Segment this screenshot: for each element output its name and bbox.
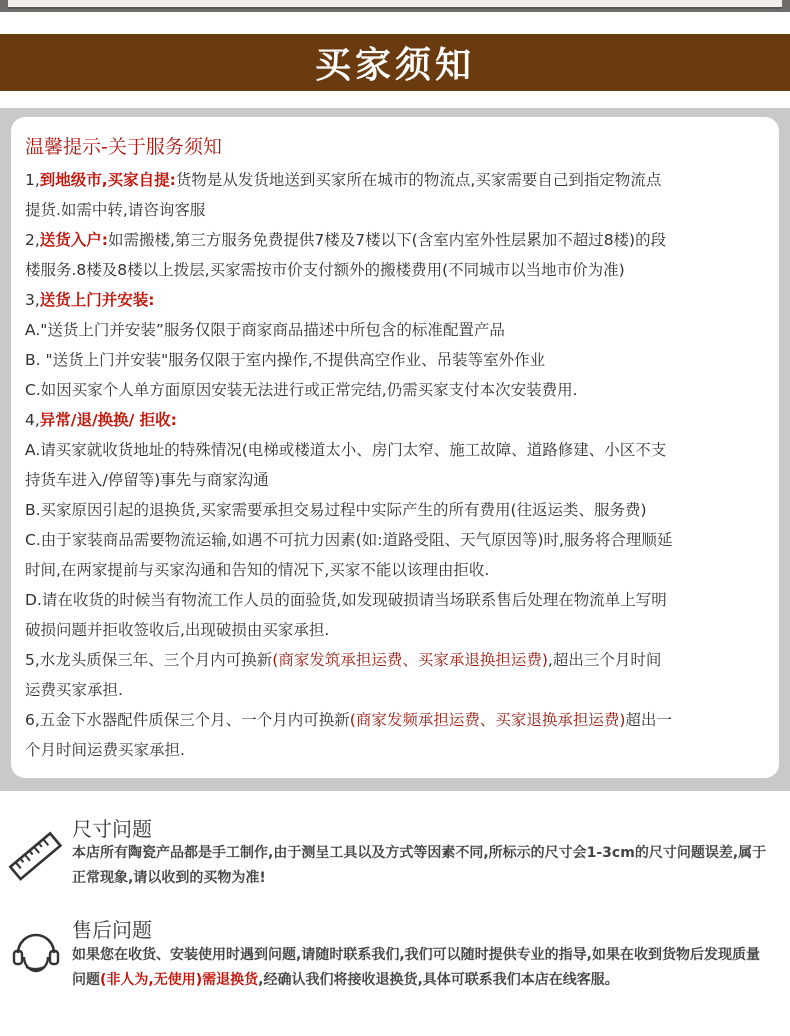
service-text-a: 如果您在收货、安装使用时遇到问题,请随时联系我们,我们可以随时提供专业的指导,如果在收到货物后发现质量问题 xyxy=(72,947,760,988)
notice-line-5-c: ,超出三个月时间 xyxy=(547,651,662,669)
notice-line-prefix: 4, xyxy=(25,411,40,429)
service-text-b: ,经确认我们将接收退换货,具体可联系我们本店在线客服。 xyxy=(258,972,619,988)
notice-line-text: 货物是从发货地送到买家所在城市的物流点,买家需要自己到指定物流点 xyxy=(175,171,662,189)
banner-title: 买家须知 xyxy=(314,44,475,86)
top-strip xyxy=(0,0,790,12)
notice-card xyxy=(11,117,779,778)
service-text-highlight: (非人为,无使用)需退换货 xyxy=(100,972,259,988)
notice-line-text: B.买家原因引起的退换货,买家需要承担交易过程中实际产生的所有费用(往返运类、服务费) xyxy=(25,501,647,519)
notice-line-prefix: 3, xyxy=(25,291,40,309)
service-section xyxy=(0,905,790,1030)
notice-line-text: 提货.如需中转,请咨询客服 xyxy=(25,201,206,219)
notice-line xyxy=(25,255,765,285)
ruler-icon xyxy=(8,829,64,885)
notice-line-highlight: 送货上门并安装: xyxy=(39,291,155,309)
notice-line-text: 破损问题并拒收签收后,出现破损由买家承担. xyxy=(25,621,330,639)
notice-line-5 xyxy=(25,645,765,675)
notice-line-5b: 运费买家承担. xyxy=(25,681,123,699)
notice-line xyxy=(25,465,765,495)
notice-line xyxy=(25,195,765,225)
notice-lines xyxy=(25,165,765,645)
notice-line xyxy=(25,285,765,315)
notice-line xyxy=(25,345,765,375)
notice-line-6-a: 6,五金下水器配件质保三个月、一个月内可换新 xyxy=(25,711,350,729)
notice-line xyxy=(25,315,765,345)
top-strip-inner xyxy=(8,0,782,9)
size-section-text: 本店所有陶瓷产品都是手工制作,由于测呈工具以及方式等因素不同,所标示的尺寸会1-3cm的尺寸问题误差,属于正常现象,请以收到的买物为准! xyxy=(72,845,767,886)
notice-line-text: 时间,在两家提前与买家沟通和告知的情况下,买家不能以该理由拒收. xyxy=(25,561,490,579)
banner xyxy=(0,34,790,91)
service-section-text xyxy=(72,943,772,993)
notice-line-6b: 个月时间运费买家承担. xyxy=(25,741,185,759)
notice-line-highlight: 送货入户: xyxy=(39,231,108,249)
notice-line-text: A.请买家就收货地址的特殊情况(电梯或楼道太小、房门太窄、施工故障、道路修建、小区不支 xyxy=(25,441,667,459)
notice-line xyxy=(25,525,765,555)
notice-line-6-c: 超出一 xyxy=(625,711,672,729)
notice-line-prefix: 1, xyxy=(25,171,40,189)
headset-icon xyxy=(8,923,64,979)
notice-line-5-highlight: (商家发筑承担运费、买家承退换担运费) xyxy=(272,651,548,669)
size-section-title: 尺寸问题 xyxy=(72,817,152,841)
notice-line-text: B. "送货上门并安装"服务仅限于室内操作,不提供高空作业、吊装等室外作业 xyxy=(25,351,546,369)
notice-line-highlight: 异常/退/换换/ 拒收: xyxy=(39,411,177,429)
notice-line-text: D.请在收货的时候当有物流工作人员的面验货,如发现破损请当场联系售后处理在物流单上写明 xyxy=(25,591,667,609)
notice-line xyxy=(25,615,765,645)
notice-line-text: A."送货上门并安装”服务仅限于商家商品描述中所包含的标准配置产品 xyxy=(25,321,505,339)
notice-line-highlight: 到地级市,买家自提: xyxy=(39,171,176,189)
size-section xyxy=(0,805,790,905)
notice-line-text: C.如因买家个人单方面原因安装无法进行或正常完结,仍需买家支付本次安装费用. xyxy=(25,381,578,399)
notice-title: 温馨提示-关于服务须知 xyxy=(25,136,222,158)
notice-line xyxy=(25,495,765,525)
notice-line xyxy=(25,405,765,435)
notice-line-text: 如需搬楼,第三方服务免费提供7楼及7楼以下(含室内室外性层累加不超过8楼)的段 xyxy=(108,231,667,249)
notice-line xyxy=(25,585,765,615)
notice-line xyxy=(25,435,765,465)
notice-line-text: 楼服务.8楼及8楼以上拨层,买家需按市价支付额外的搬楼费用(不同城市以当地市价为准) xyxy=(25,261,625,279)
service-section-title: 售后问题 xyxy=(72,918,152,942)
notice-line xyxy=(25,375,765,405)
notice-line-text: C.由于家装商品需要物流运输,如遇不可抗力因素(如:道路受阻、天气原因等)时,服务将合理顺延 xyxy=(25,531,673,549)
notice-line xyxy=(25,555,765,585)
notice-line-6-highlight: (商家发频承担运费、买家退换承担运费) xyxy=(349,711,626,729)
notice-line-6 xyxy=(25,705,765,735)
notice-line-text: 持货车进入/停留等)事先与商家沟通 xyxy=(25,471,269,489)
notice-line-prefix: 2, xyxy=(25,231,40,249)
notice-line-5-a: 5,水龙头质保三年、三个月内可换新 xyxy=(25,651,273,669)
notice-line xyxy=(25,165,765,195)
notice-line xyxy=(25,225,765,255)
